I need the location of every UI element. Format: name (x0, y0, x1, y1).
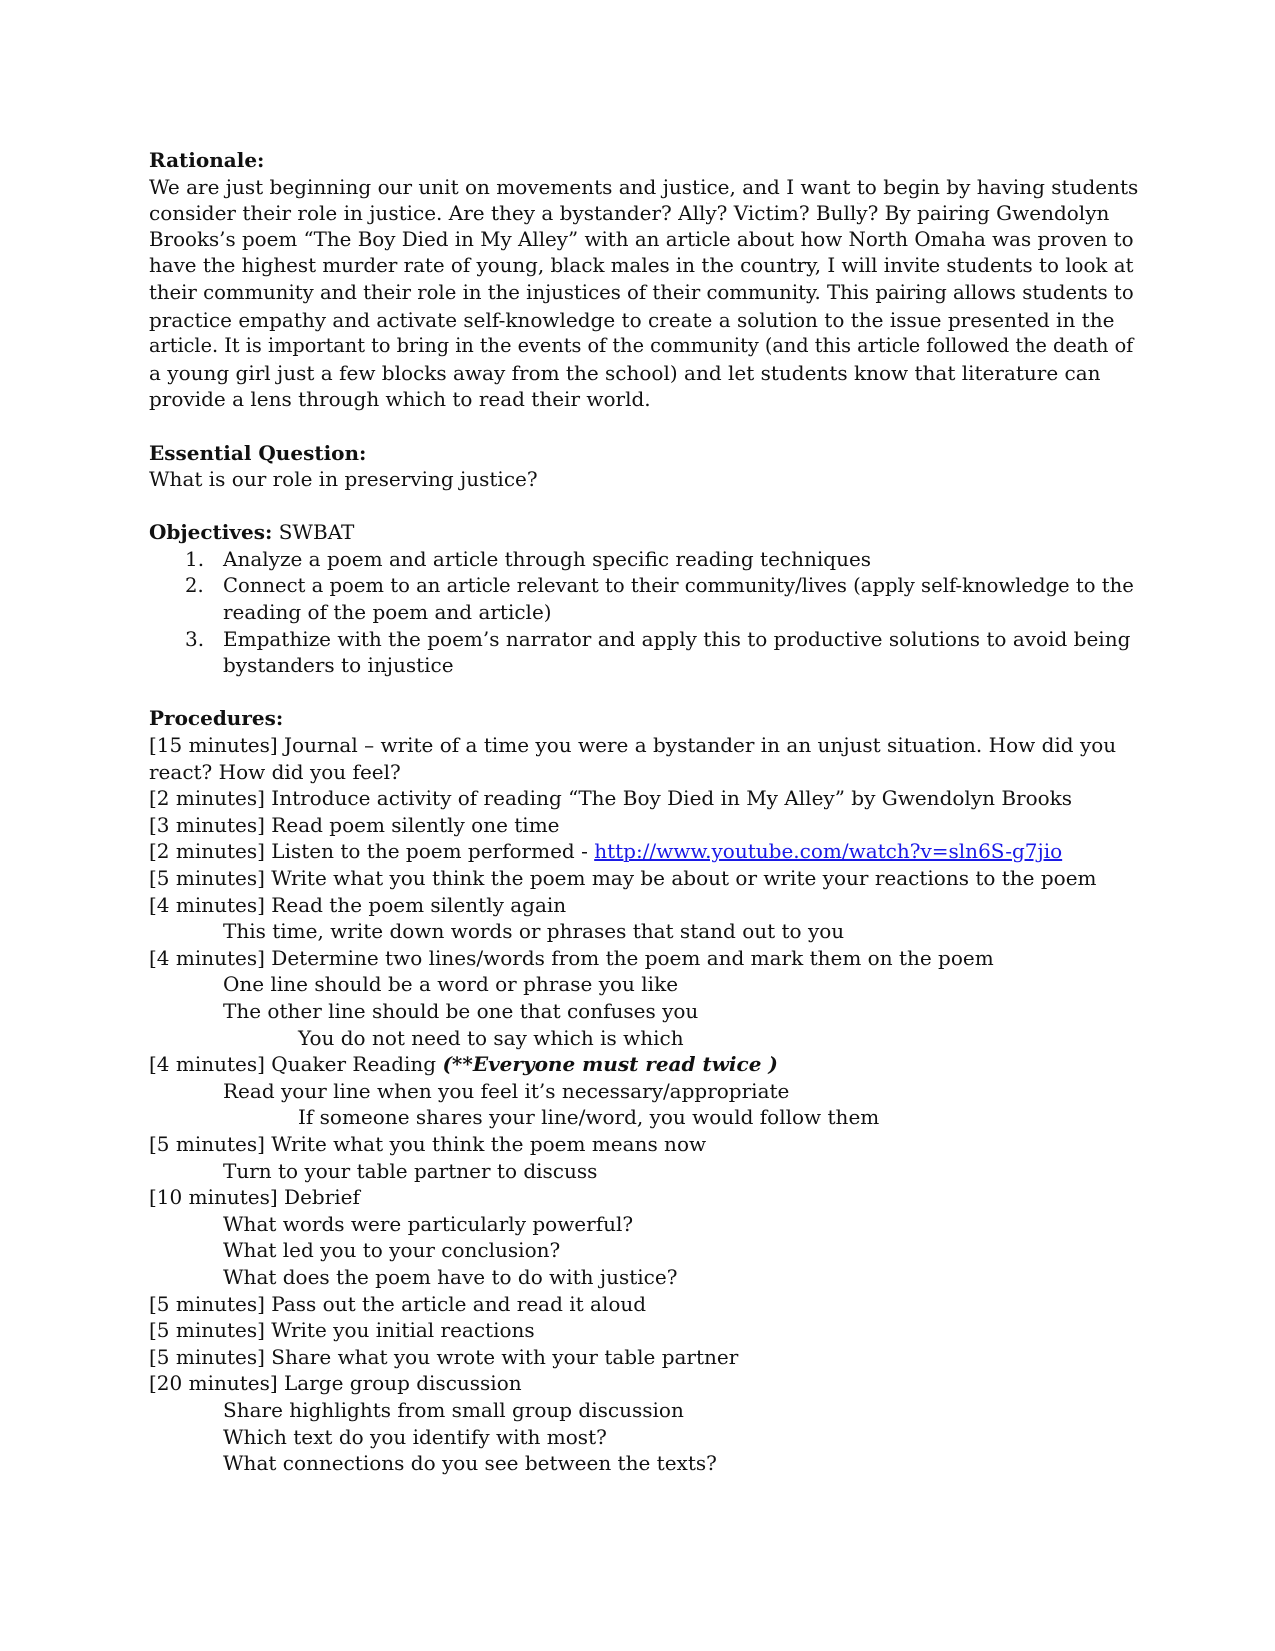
objectives-section (149, 519, 1139, 679)
procedure-subsubstep: If someone shares your line/word, you would follow them (298, 1105, 880, 1130)
objective-number: 3. (185, 626, 205, 651)
objective-text: Connect a poem to an article relevant to their community/lives (apply self-knowledge to the (223, 573, 1134, 597)
procedure-step: [4 minutes] Determine two lines/words from the poem and mark them on the poem (149, 945, 994, 970)
rationale-heading: Rationale: (149, 148, 265, 172)
procedure-step: [20 minutes] Large group discussion (149, 1371, 522, 1396)
objective-text-continued: reading of the poem and article) (223, 600, 552, 625)
rationale-line: their community and their role in the injustices of their community. This pairing allows students to (149, 280, 1134, 304)
procedure-substep: One line should be a word or phrase you like (223, 972, 679, 997)
procedure-step: [3 minutes] Read poem silently one time (149, 812, 560, 837)
objective-number: 2. (185, 573, 204, 597)
procedure-step: [15 minutes] Journal – write of a time you were a bystander in an unjust situation. How did you (149, 733, 1117, 758)
procedure-step: [5 minutes] Share what you wrote with your table partner (149, 1344, 739, 1369)
objective-text-continued: bystanders to injustice (223, 653, 454, 678)
document-page (149, 147, 1139, 1477)
procedure-substep: Which text do you identify with most? (223, 1424, 607, 1449)
procedure-step: [2 minutes] Introduce activity of reading “The Boy Died in My Alley” by Gwendolyn Brooks (149, 786, 1073, 811)
objective-item (149, 573, 1139, 600)
rationale-line: a young girl just a few blocks away from the school) and let students know that literature can (149, 360, 1101, 385)
procedure-step: [5 minutes] Write what you think the poem means now (149, 1131, 707, 1156)
procedure-step: [10 minutes] Debrief (149, 1185, 360, 1210)
procedure-substep: Share highlights from small group discussion (223, 1397, 684, 1422)
procedure-step (149, 838, 1139, 865)
objectives-suffix: SWBAT (272, 520, 355, 545)
rationale-line: article. It is important to bring in the events of the community (and this article followed the death of (149, 334, 1134, 358)
procedure-step-continued: react? How did you feel? (149, 759, 401, 784)
objective-text: Empathize with the poem’s narrator and apply this to productive solutions to avoid being (223, 626, 1131, 651)
objectives-heading-line (149, 519, 1139, 546)
essential-question-section (149, 440, 1139, 493)
emphasis-note: (**Everyone must read twice ) (442, 1052, 778, 1077)
spacer (149, 413, 1139, 440)
essential-question-text: What is our role in preserving justice? (149, 467, 538, 492)
objective-number: 1. (185, 546, 205, 571)
rationale-line: have the highest murder rate of young, black males in the country, I will invite students to look at (149, 254, 1134, 278)
procedure-subsubstep: You do not need to say which is which (298, 1025, 684, 1050)
objectives-heading: Objectives: (149, 520, 273, 545)
youtube-link[interactable]: http://www.youtube.com/watch?v=sln6S-g7jio (594, 839, 1063, 864)
procedure-substep: Read your line when you feel it’s necessary/appropriate (223, 1078, 790, 1103)
procedure-step: [5 minutes] Write you initial reactions (149, 1318, 535, 1343)
procedure-step: [5 minutes] Write what you think the poem may be about or write your reactions to the poem (149, 866, 1097, 891)
procedure-substep: What connections do you see between the texts? (223, 1451, 717, 1476)
procedure-step-text: [4 minutes] Quaker Reading (149, 1052, 443, 1077)
procedure-substep: This time, write down words or phrases that stand out to you (223, 919, 845, 944)
procedure-substep: The other line should be one that confuses you (223, 999, 699, 1023)
procedure-step: [4 minutes] Read the poem silently again (149, 892, 567, 917)
rationale-line: consider their role in justice. Are they a bystander? Ally? Victim? Bully? By pairing Gwendolyn (149, 201, 1110, 226)
spacer (149, 679, 1139, 706)
procedure-substep: What led you to your conclusion? (223, 1238, 561, 1263)
objective-text: Analyze a poem and article through specific reading techniques (223, 546, 872, 571)
rationale-section (149, 147, 1139, 413)
objective-item (149, 626, 1139, 653)
rationale-line: Brooks’s poem “The Boy Died in My Alley” with an article about how North Omaha was proven to (149, 227, 1134, 251)
spacer (149, 493, 1139, 520)
procedures-section (149, 705, 1139, 1476)
rationale-line: practice empathy and activate self-knowledge to create a solution to the issue presented in the (149, 307, 1115, 332)
procedure-substep: What does the poem have to do with justice? (223, 1264, 678, 1289)
essential-question-heading: Essential Question: (149, 440, 367, 465)
procedures-heading: Procedures: (149, 706, 284, 731)
procedure-step-text: [2 minutes] Listen to the poem performed - (149, 839, 595, 864)
rationale-line: provide a lens through which to read their world. (149, 387, 651, 412)
procedure-substep: What words were particularly powerful? (223, 1211, 634, 1236)
procedure-step: [5 minutes] Pass out the article and read it aloud (149, 1291, 647, 1316)
objective-item (149, 546, 1139, 573)
rationale-line: We are just beginning our unit on movements and justice, and I want to begin by having students (149, 174, 1139, 199)
procedure-substep: Turn to your table partner to discuss (223, 1158, 598, 1183)
procedure-step (149, 1051, 1139, 1078)
